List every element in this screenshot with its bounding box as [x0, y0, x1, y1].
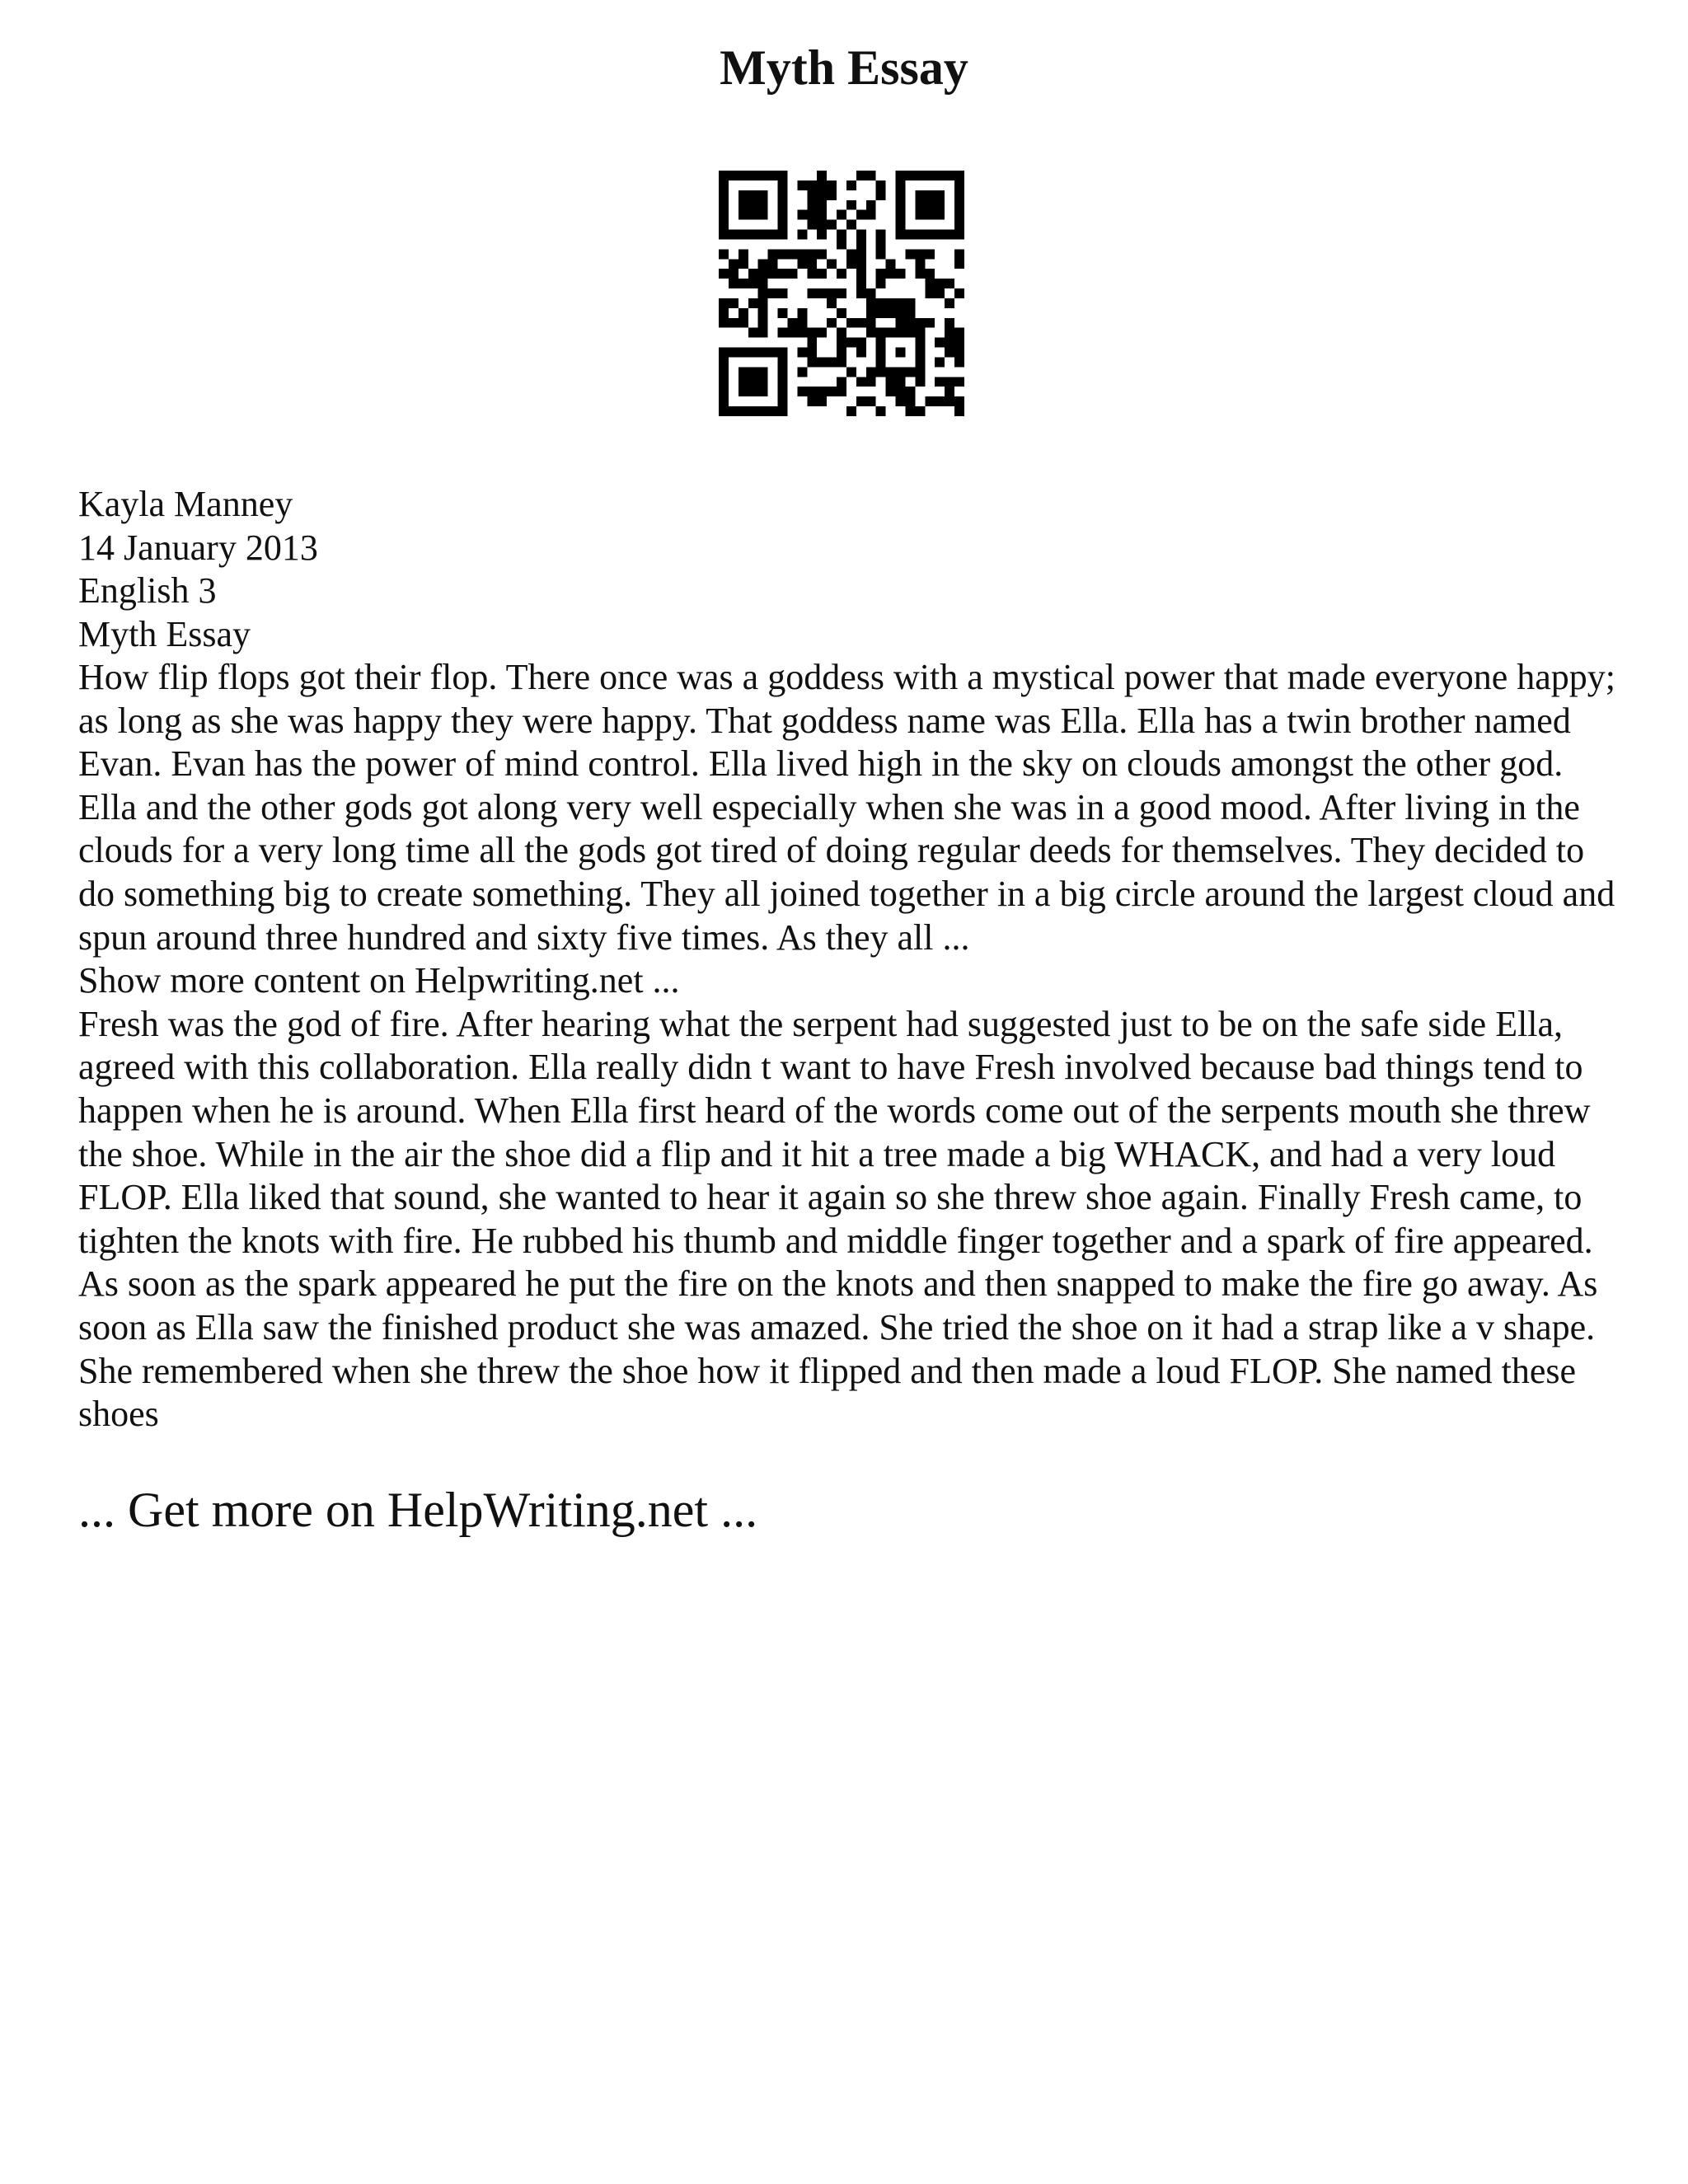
show-more-link[interactable]: Show more content on Helpwriting.net ...	[78, 960, 680, 1001]
qr-code-graphic	[719, 171, 964, 416]
paragraph-1: How flip flops got their flop. There once was a goddess with a mystical power that made everyone happy; as long as she was happy they were happy. That goddess name was Ella. Ella has a twin brother named Evan. Evan has the power of mind control. Ella lived high in the sky on clouds amongst the other god. Ella and the other gods got along very well especially when she was in a good mood. After living in the clouds for a very long time all the gods got tired of doing regular deeds for themselves. They decided to do something big to create something. They all joined together in a big circle around the largest cloud and spun around three hundred and sixty five times. As they all ...	[78, 657, 1616, 958]
page-title: Myth Essay	[720, 40, 968, 95]
essay-title: Myth Essay	[78, 613, 251, 654]
author-name: Kayla Manney	[78, 484, 293, 524]
essay-header	[78, 483, 1620, 656]
get-more-link[interactable]: ... Get more on HelpWriting.net ...	[78, 1483, 758, 1537]
essay-date: 14 January 2013	[78, 527, 318, 568]
qr-code-icon	[719, 171, 964, 416]
essay-body	[78, 656, 1628, 1436]
paragraph-2: Fresh was the god of fire. After hearing what the serpent had suggested just to be on the safe side Ella, agreed with this collaboration. Ella really didn t want to have Fresh involved because bad things tend to happen when he is around. When Ella first heard of the words come out of the serpents mouth she threw the shoe. While in the air the shoe did a flip and it hit a tree made a big WHACK, and had a very loud FLOP. Ella liked that sound, she wanted to hear it again so she threw shoe again. Finally Fresh came, to tighten the knots with fire. He rubbed his thumb and middle finger together and a spark of fire appeared. As soon as the spark appeared he put the fire on the knots and then snapped to make the fire go away. As soon as Ella saw the finished product she was amazed. She tried the shoe on it had a strap like a v shape. She remembered when she threw the shoe how it flipped and then made a loud FLOP. She named these shoes	[78, 1003, 1598, 1435]
course-name: English 3	[78, 570, 217, 612]
